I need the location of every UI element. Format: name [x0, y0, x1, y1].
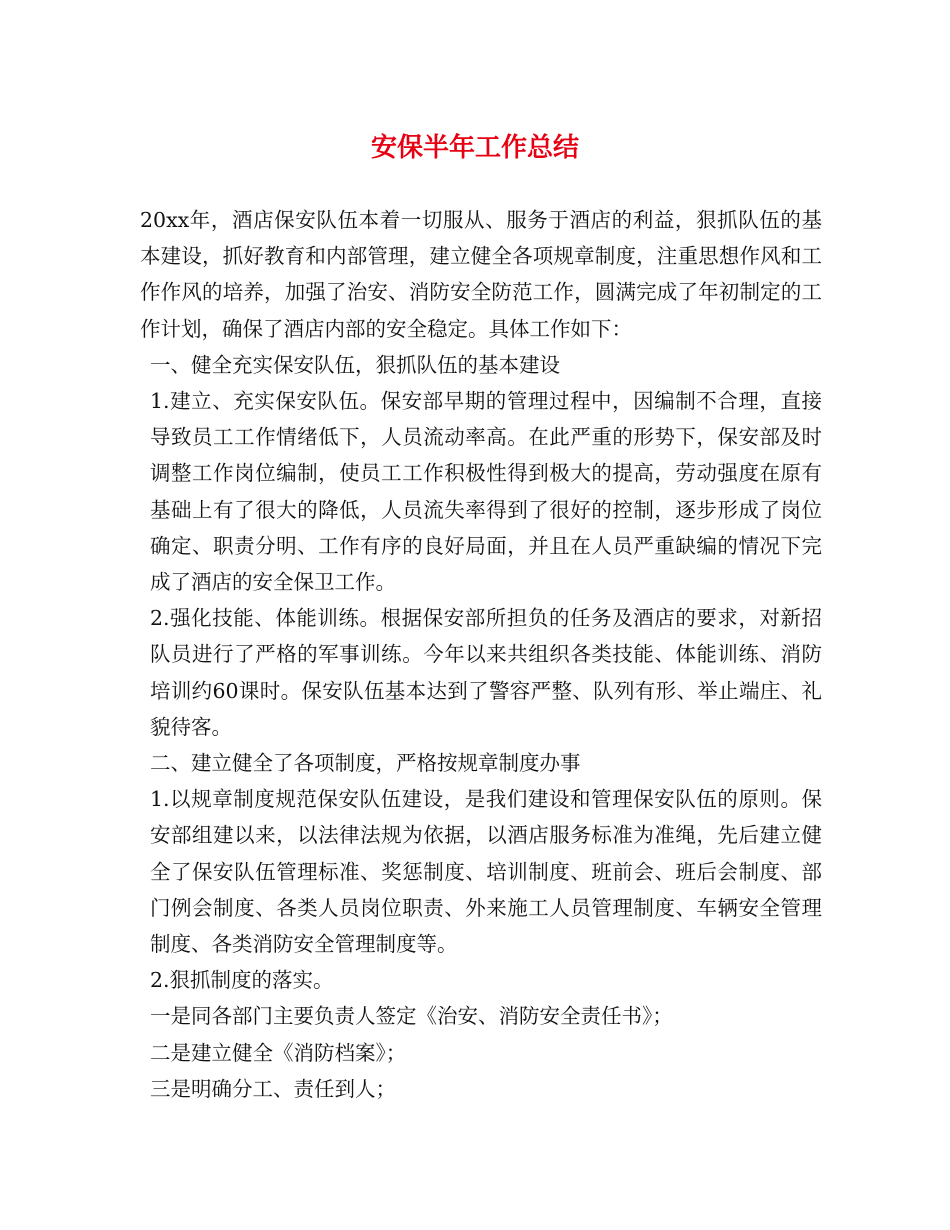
paragraph-2-1: 1.以规章制度规范保安队伍建设，是我们建设和管理保安队伍的原则。保安部组建以来，以法律法规为依据，以酒店服务标准为准绳，先后建立健全了保安队伍管理标准、奖惩制度、培训制度、班前会、班后会制度、部门例会制度、各类人员岗位职责、外来施工人员管理制度、车辆安全管理制度、各类消防安全管理制度等。 — [150, 787, 822, 957]
paragraph-2-2: 2.狠抓制度的落实。 — [150, 968, 334, 993]
document-body — [140, 202, 822, 1107]
paragraph-1-2: 2.强化技能、体能训练。根据保安部所担负的任务及酒店的要求，对新招队员进行了严格的军事训练。今年以来共组织各类技能、体能训练、消防培训约60课时。保安队伍基本达到了警容严整、队列有形、举止端庄、礼貌待客。 — [150, 606, 822, 739]
paragraph-intro: 20xx年，酒店保安队伍本着一切服从、服务于酒店的利益，狠抓队伍的基本建设，抓好教育和内部管理，建立健全各项规章制度，注重思想作风和工作作风的培养，加强了治安、消防安全防范工作，圆满完成了年初制定的工作计划，确保了酒店内部的安全稳定。具体工作如下： — [140, 208, 822, 341]
section-heading-2: 二、建立健全了各项制度，严格按规章制度办事 — [150, 751, 581, 776]
list-item-1: 一是同各部门主要负责人签定《治安、消防安全责任书》； — [150, 1004, 673, 1029]
paragraph-1-1: 1.建立、充实保安队伍。保安部早期的管理过程中，因编制不合理，直接导致员工工作情绪低下，人员流动率高。在此严重的形势下，保安部及时调整工作岗位编制，使员工工作积极性得到极大的提高，劳动强度在原有基础上有了很大的降低，人员流失率得到了很好的控制，逐步形成了岗位确定、职责分明、工作有序的良好局面，并且在人员严重缺编的情况下完成了酒店的安全保卫工作。 — [150, 389, 822, 595]
section-heading-1: 一、健全充实保安队伍，狠抓队伍的基本建设 — [150, 352, 560, 377]
document-title: 安保半年工作总结 — [370, 133, 579, 163]
list-item-3: 三是明确分工、责任到人； — [150, 1076, 396, 1101]
list-item-2: 二是建立健全《消防档案》； — [150, 1040, 407, 1065]
